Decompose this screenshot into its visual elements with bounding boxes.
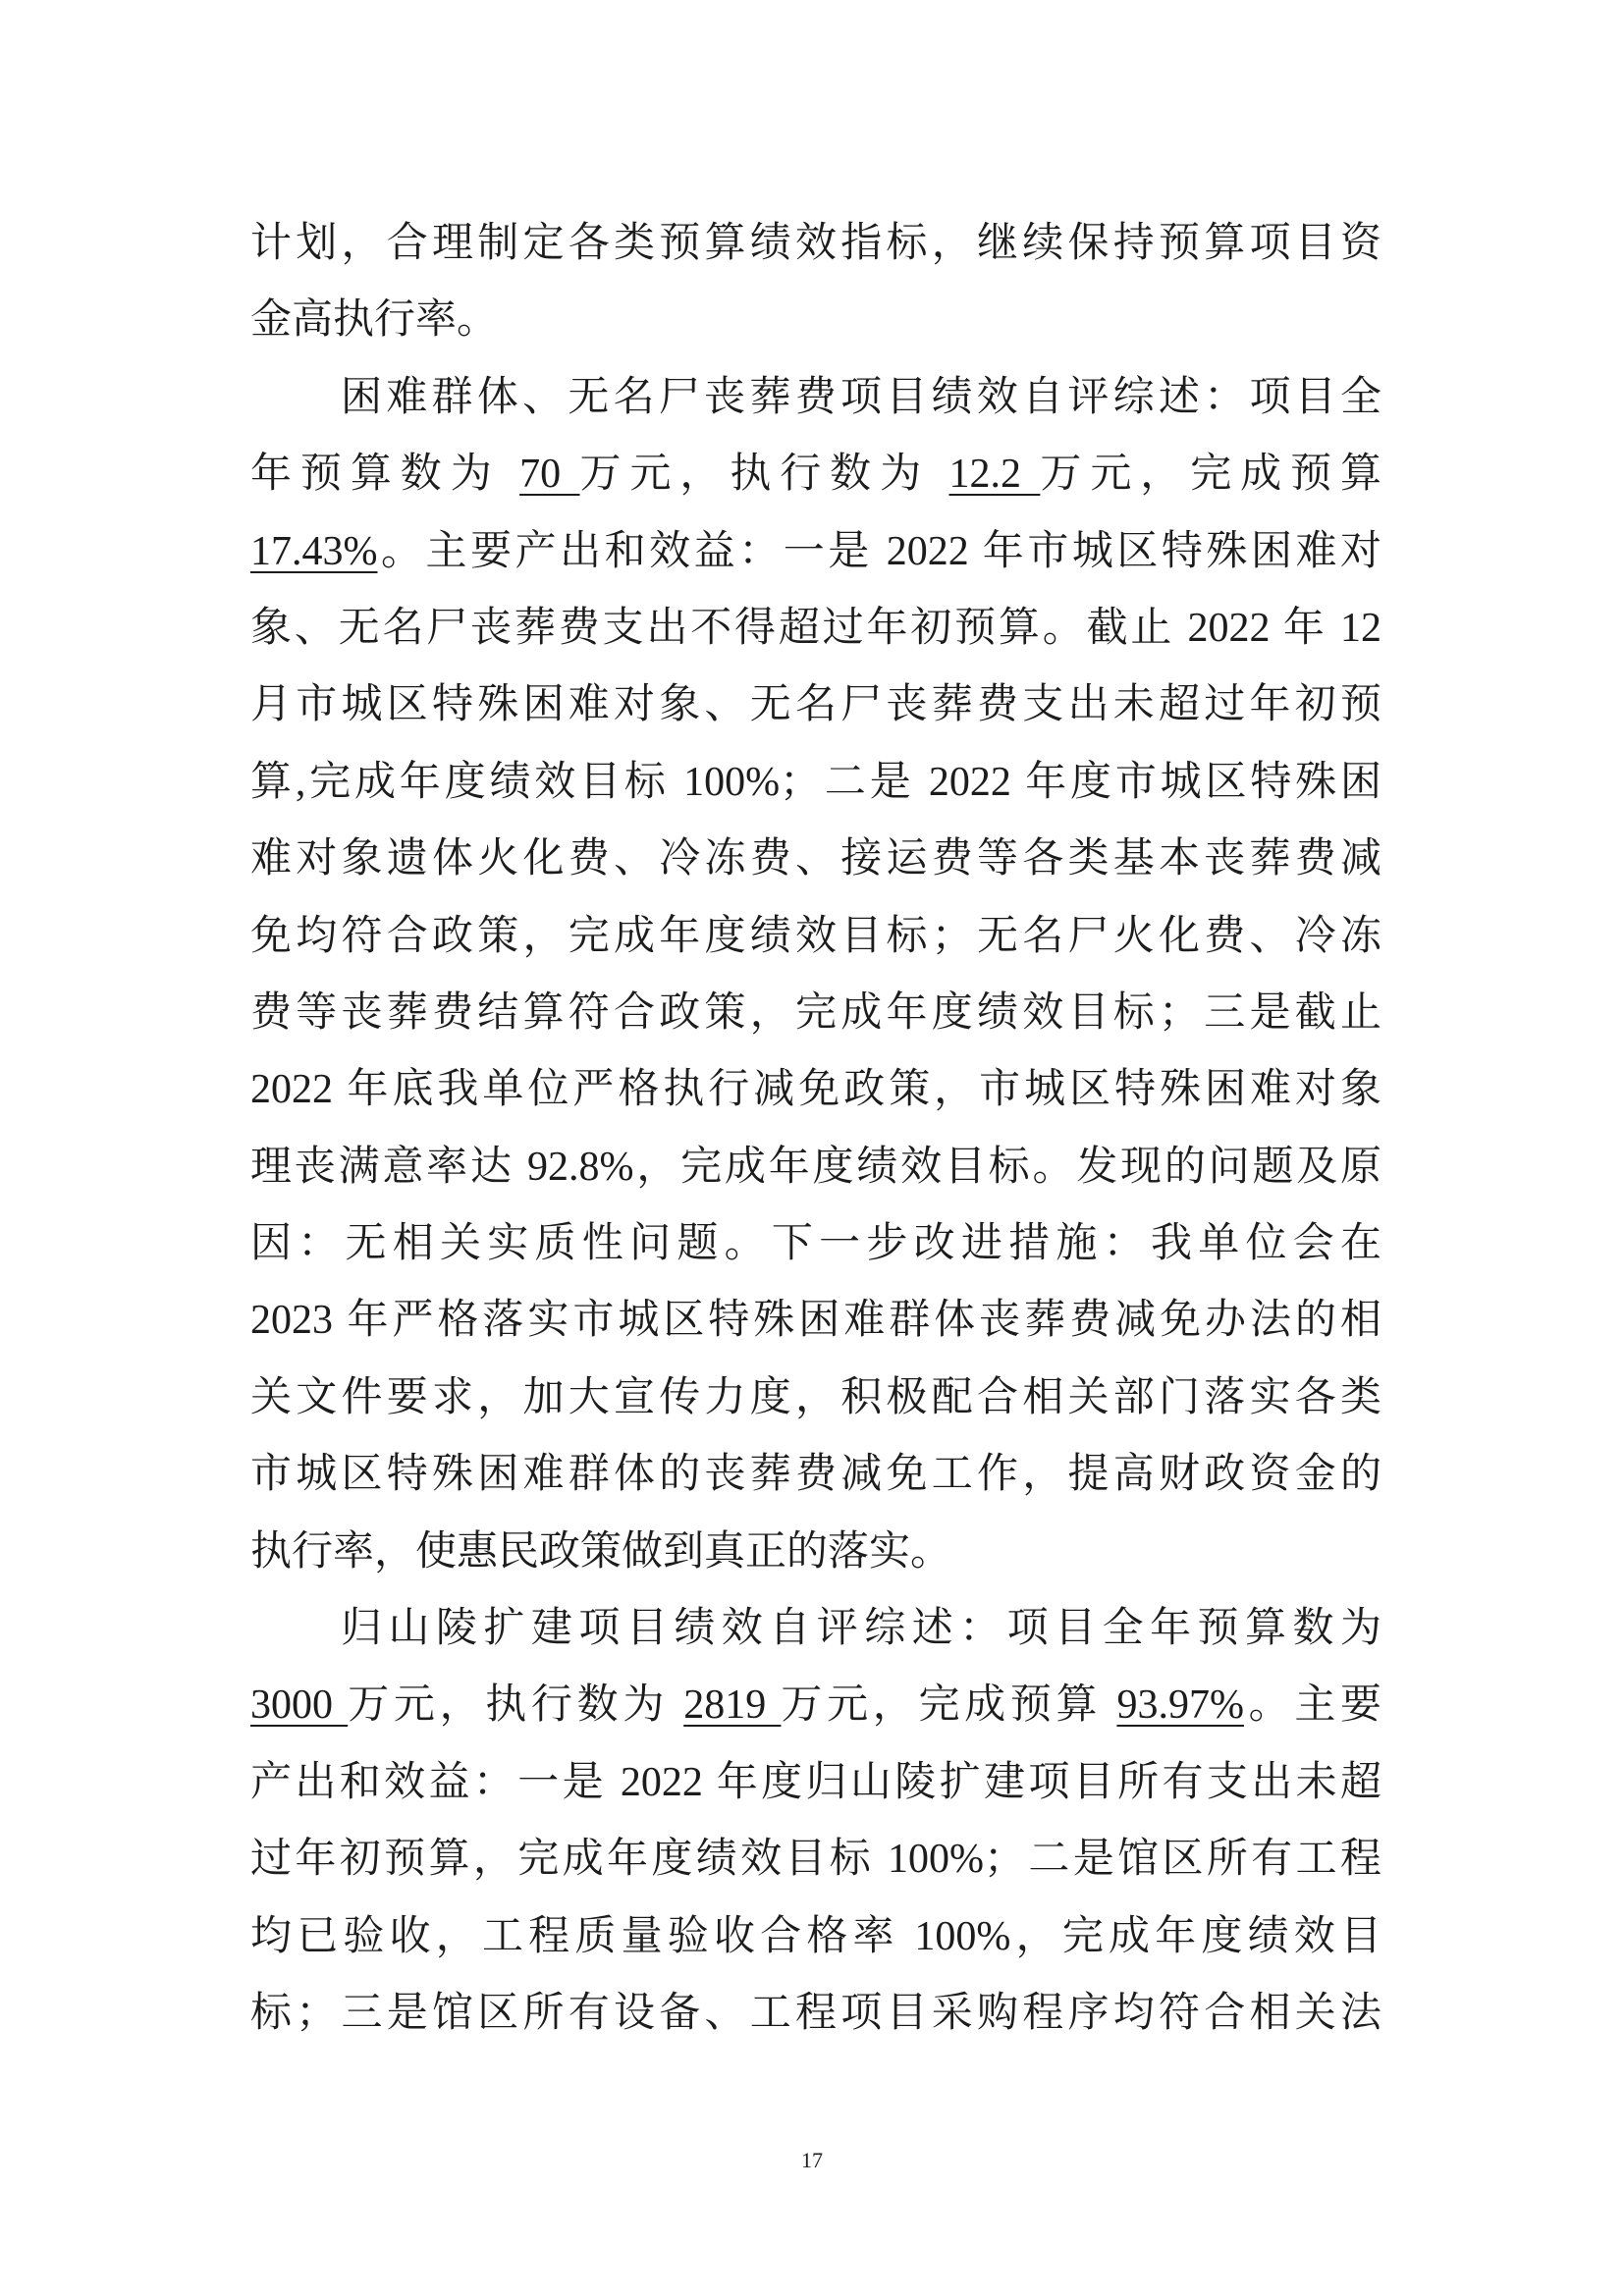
text-line: 月市城区特殊困难对象、无名尸丧葬费支出未超过年初预 [250,682,1381,728]
text-line: 均已验收，工程质量验收合格率 100%，完成年度绩效目 [250,1913,1381,1959]
text-segment: 年预算数为 [250,452,520,498]
text-line: 金高执行率。 [250,297,499,344]
text-line: 理丧满意率达 92.8%，完成年度绩效目标。发现的问题及原 [250,1144,1381,1190]
text-segment: 万元，完成预算 [781,1682,1117,1729]
text-line: 因：无相关实质性问题。下一步改进措施：我单位会在 [250,1221,1381,1267]
text-line: 费等丧葬费结算符合政策，完成年度绩效目标；三是截止 [250,989,1381,1036]
text-line: 市城区特殊困难群体的丧葬费减免工作，提高财政资金的 [250,1452,1381,1498]
text-line: 归山陵扩建项目绩效自评综述：项目全年预算数为 [341,1606,1381,1652]
executed-amount: 12.2 [948,452,1041,498]
text-line: 2023 年严格落实市城区特殊困难群体丧葬费减免办法的相 [250,1298,1381,1344]
executed-amount: 2819 [683,1682,782,1729]
text-line: 计划，合理制定各类预算绩效指标，继续保持预算项目资 [250,221,1381,266]
text-segment: 万元，执行数为 [348,1682,684,1729]
text-line: 过年初预算，完成年度绩效目标 100%；二是馆区所有工程 [250,1837,1381,1883]
text-line [250,513,1381,590]
completion-rate: 93.97% [1116,1682,1244,1729]
text-line: 难对象遗体火化费、冷冻费、接运费等各类基本丧葬费减 [250,836,1381,882]
text-line: 算,完成年度绩效目标 100%；二是 2022 年度市城区特殊困 [250,759,1381,805]
text-line [250,1667,1381,1743]
budget-amount: 70 [519,452,580,498]
page-number: 17 [801,2148,823,2172]
paragraph-cemetery-expansion-project [250,1590,1381,2052]
text-line [250,436,1381,512]
text-line: 2022 年底我单位严格执行减免政策，市城区特殊困难对象 [250,1067,1381,1113]
completion-rate: 17.43% [250,528,378,574]
paragraph-funeral-fee-project [250,359,1381,1590]
text-segment: 。主要产出和效益：一是 2022 年市城区特殊困难对 [377,528,1381,574]
text-line: 困难群体、无名尸丧葬费项目绩效自评综述：项目全 [341,374,1381,420]
text-line: 象、无名尸丧葬费支出不得超过年初预算。截止 2022 年 12 [250,605,1381,651]
paragraph-continued [250,205,1381,359]
budget-amount: 3000 [250,1682,349,1729]
body-text [250,205,1381,2052]
text-line: 产出和效益：一是 2022 年度归山陵扩建项目所有支出未超 [250,1759,1381,1805]
text-segment: 万元，完成预算 [1040,452,1381,498]
text-segment: 。主要 [1243,1682,1381,1729]
text-line: 执行率，使惠民政策做到真正的落实。 [250,1528,952,1575]
text-line: 关文件要求，加大宣传力度，积极配合相关部门落实各类 [250,1374,1381,1420]
text-line: 标；三是馆区所有设备、工程项目采购程序均符合相关法 [250,1990,1381,2036]
text-line: 免均符合政策，完成年度绩效目标；无名尸火化费、冷冻 [250,913,1381,959]
text-segment: 万元，执行数为 [579,452,949,498]
